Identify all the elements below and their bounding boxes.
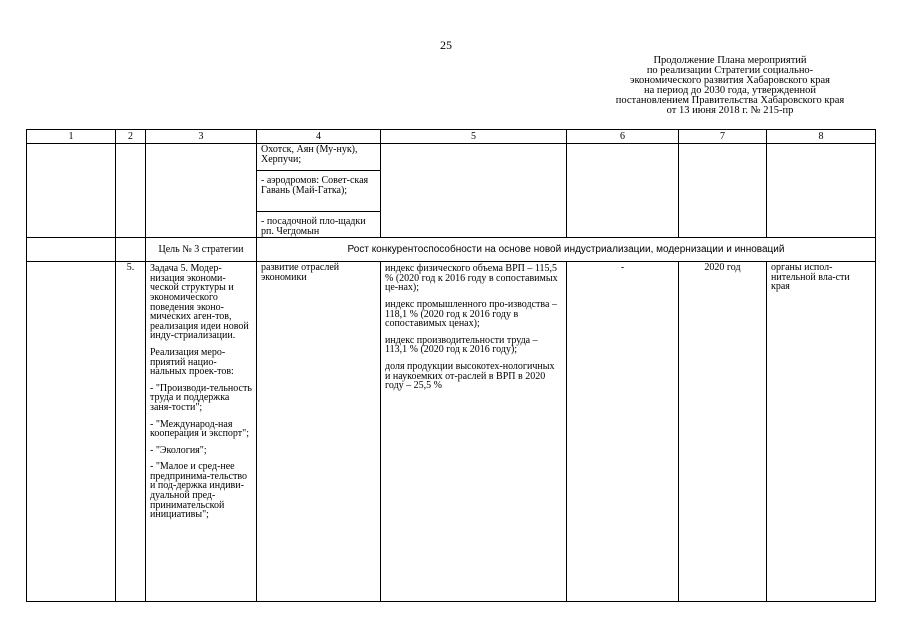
indicator-item: индекс физического объема ВРП – 115,5 % (2020 год к 2016 году в сопоставимых це-нах); <box>385 263 558 294</box>
column-number: 8 <box>767 130 876 144</box>
table-cell <box>381 144 567 238</box>
header-line: Продолжение Плана мероприятий <box>653 55 807 66</box>
task-paragraph: - "Малое и сред-нее предпринима-тельство и под-держка индиви-дуальной пред-принимательской инициативы"; <box>150 461 248 521</box>
indicator-item: индекс промышленного про-изводства – 118,1 % (2020 год к 2016 году в сопоставимых ценах); <box>385 298 557 330</box>
task-row <box>27 262 876 602</box>
header-line: экономического развития Хабаровского края <box>629 75 831 86</box>
task-number: 5. <box>116 262 146 602</box>
task-paragraph: Задача 5. Модер-низация экономи-ческой структуры и экономического поведения эконо-мических аген-тов, реализация идеи новой инду-стриализации. <box>150 263 249 342</box>
goal-row <box>27 238 876 262</box>
task-col6: - <box>567 262 679 602</box>
table-cell <box>767 144 876 238</box>
column-number: 7 <box>679 130 767 144</box>
column-number: 3 <box>146 130 257 144</box>
table-cell-facilities <box>257 144 381 238</box>
column-number: 6 <box>567 130 679 144</box>
task-responsible: органы испол-нительной вла-сти края <box>767 262 876 602</box>
indicator-item: индекс производительности труда – 113,1 % (2020 год к 2016 году); <box>385 334 538 356</box>
header-line: от 13 июня 2018 г. № 215-пр <box>666 105 794 116</box>
goal-text: Рост конкурентоспособности на основе новой индустриализации, модернизации и инноваций <box>257 238 876 262</box>
table-cell <box>116 144 146 238</box>
cell-segment: - аэродромов: Совет-ская Гавань (Май-Гатка); <box>257 170 380 211</box>
cell-segment: Охотск, Аян (Му-нук), Херпучи; <box>261 144 358 165</box>
header-line: на период до 2030 года, утвержденной <box>643 85 817 96</box>
task-indicators <box>381 262 567 602</box>
task-deadline: 2020 год <box>679 262 767 602</box>
column-number: 4 <box>257 130 381 144</box>
task-paragraph: Реализация меро-приятий нацио-нальных проек-тов: <box>150 346 234 378</box>
table-cell <box>679 144 767 238</box>
plan-table <box>26 129 876 602</box>
task-description <box>146 262 257 602</box>
table-cell <box>27 238 116 262</box>
document-header <box>560 56 900 116</box>
table-cell <box>146 144 257 238</box>
continuation-row <box>27 144 876 238</box>
column-number: 2 <box>116 130 146 144</box>
column-number-row <box>27 130 876 144</box>
page-number: 25 <box>440 38 452 52</box>
table-cell <box>27 262 116 602</box>
task-paragraph: - "Производи-тельность труда и поддержка заня-тости"; <box>150 382 252 413</box>
header-line: постановлением Правительства Хабаровского края <box>615 95 845 106</box>
task-paragraph: - "Экология"; <box>150 444 207 456</box>
column-number: 5 <box>381 130 567 144</box>
goal-label: Цель № 3 стратегии <box>146 238 257 262</box>
task-paragraph: - "Международ-ная кооперация и экспорт"; <box>150 418 250 440</box>
task-direction: развитие отраслей экономики <box>257 262 381 602</box>
header-line: по реализации Стратегии социально- <box>646 65 814 76</box>
column-number: 1 <box>27 130 116 144</box>
table-cell <box>567 144 679 238</box>
table-cell <box>27 144 116 238</box>
table-cell <box>116 238 146 262</box>
cell-segment: - посадочной пло-щадки рп. Чегдомын <box>257 211 380 237</box>
indicator-item: доля продукции высокотех-нологичных и наукоемких от-раслей в ВРП в 2020 году – 25,5 % <box>385 360 555 392</box>
